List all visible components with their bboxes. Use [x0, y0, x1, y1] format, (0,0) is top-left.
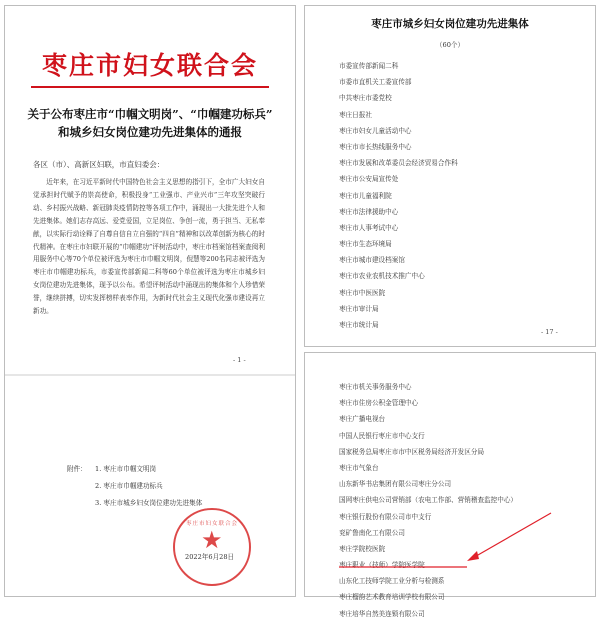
masthead: 枣庄市妇女联合会	[41, 51, 258, 80]
list-item: 枣庄日报社	[339, 110, 372, 119]
list-item: 市委市直机关工委宣传部	[339, 78, 412, 87]
annotation-overlay	[305, 353, 597, 598]
list-item: 枣庄市妇女儿童活动中心	[339, 126, 412, 135]
list-item: 枣庄市统计局	[339, 321, 379, 329]
list-page-17	[304, 5, 596, 347]
page-number: - 17 -	[541, 328, 558, 336]
list-item: 枣庄广播电视台	[339, 415, 386, 424]
list-item: 国网枣庄供电公司营销部（农电工作部、营销稽查监控中心）	[339, 496, 518, 505]
list-count: （60个）	[435, 41, 465, 49]
list-item: 中共枣庄市委党校	[339, 94, 392, 103]
notice-page-1	[4, 5, 296, 597]
list-item: 枣庄市人事考试中心	[339, 223, 399, 232]
list-item: 枣庄市市长热线服务中心	[339, 142, 412, 151]
list-item: 枣庄市儿童福利院	[339, 191, 392, 200]
list-item: 枣庄市农业农机技术推广中心	[339, 272, 425, 281]
notice-body: 近年来，在习近平新时代中国特色社会主义思想的指引下，全市广大妇女自觉承担时代赋予的崇高使命，积极投身“工业强市、产业兴市”三年攻坚突破行动、乡村振兴战略、新冠肺炎疫情防控等各项工作中，涌现出一大批先进个人和先进集体。她们志存高远、爱党爱国，立足岗位、争创一流，勇于担当、无私奉献，以实际行动诠释了自尊自信自立自强的“四自”精神和以改革创新为核心的时代精神。在枣庄市妇联开展的“巾帼建功”评树活动中，枣庄市档案馆档案查阅利用服务中心等70个单位被评选为枣庄市巾帼文明岗，倪慧等200名同志被评选为枣庄市巾帼建功标兵，市委宣传部新闻二科等60个单位被评选为枣庄市城乡妇女岗位建功先进集体，现予以公布。希望评树活动中涌现出的集体和个人珍惜荣誉，继续拼搏，切实发挥榜样表率作用，为新时代社会主义现代化强市建设再立新功。	[33, 178, 265, 316]
collective-list	[339, 58, 458, 333]
attachment-label: 附件：	[67, 465, 87, 473]
list-item: 中国人民银行枣庄市中心支行	[339, 431, 425, 440]
list-item: 枣庄银行股份有限公司市中支行	[339, 512, 432, 521]
list-item: 枣庄市住房公积金管理中心	[339, 399, 419, 408]
list-item: 枣庄市生态环境局	[339, 240, 392, 249]
list-item: 枣庄市审计局	[339, 304, 379, 313]
list-item: 枣庄市公安局宣传处	[339, 175, 399, 184]
red-divider-line	[31, 86, 269, 88]
arrow-head-icon	[467, 551, 479, 561]
list-item: 兖矿鲁南化工有限公司	[339, 528, 405, 537]
list-item: 市委宣传部新闻二科	[339, 62, 399, 70]
list-item: 枣庄榴韵艺术教育培训学校有限公司	[339, 593, 445, 602]
official-seal	[173, 508, 251, 586]
list-item: 枣庄培华自然美连锁有限公司	[339, 609, 425, 618]
annotation-arrow-line	[471, 513, 551, 559]
page-separator	[5, 374, 295, 376]
greeting: 各区（市）、高新区妇联，市直妇委会：	[33, 160, 165, 169]
list-item: 枣庄职业（技师）学院医学院	[339, 561, 425, 570]
list-item: 枣庄市机关事务服务中心	[339, 383, 412, 391]
attachment-item: 2. 枣庄市巾帼建功标兵	[95, 482, 163, 490]
list-item: 枣庄市法律援助中心	[339, 207, 399, 216]
list-item-highlighted: 山东化工技师学院工业分析与检测系	[339, 577, 445, 586]
list-item: 国家税务总局枣庄市市中区税务局经济开发区分局	[339, 447, 485, 456]
issue-date: 2022年6月28日	[185, 553, 235, 561]
list-title: 枣庄市城乡妇女岗位建功先进集体	[371, 18, 529, 30]
list-item: 枣庄市城市建设档案馆	[339, 256, 405, 265]
page-number: - 1 -	[233, 356, 246, 364]
list-item: 枣庄市中医医院	[339, 288, 386, 297]
list-item: 枣庄学院校医院	[339, 544, 386, 553]
attachment-item: 3. 枣庄市城乡妇女岗位建功先进集体	[95, 499, 203, 507]
notice-title-line-2: 和城乡妇女岗位建功先进集体的通报	[58, 125, 242, 139]
notice-title-line-1: 关于公布枣庄市“巾帼文明岗”、“巾帼建功标兵”	[27, 107, 273, 121]
attachment-item: 1. 枣庄市巾帼文明岗	[95, 465, 157, 473]
star-icon: ★	[201, 526, 223, 554]
list-item: 枣庄市气象台	[339, 463, 379, 472]
list-item: 山东新华书店集团有限公司枣庄分公司	[339, 480, 452, 489]
list-page-18	[304, 352, 596, 618]
list-item: 枣庄市发展和改革委员会经济贸易合作科	[339, 159, 458, 168]
seal-text: 枣庄市妇女联合会	[185, 521, 238, 527]
